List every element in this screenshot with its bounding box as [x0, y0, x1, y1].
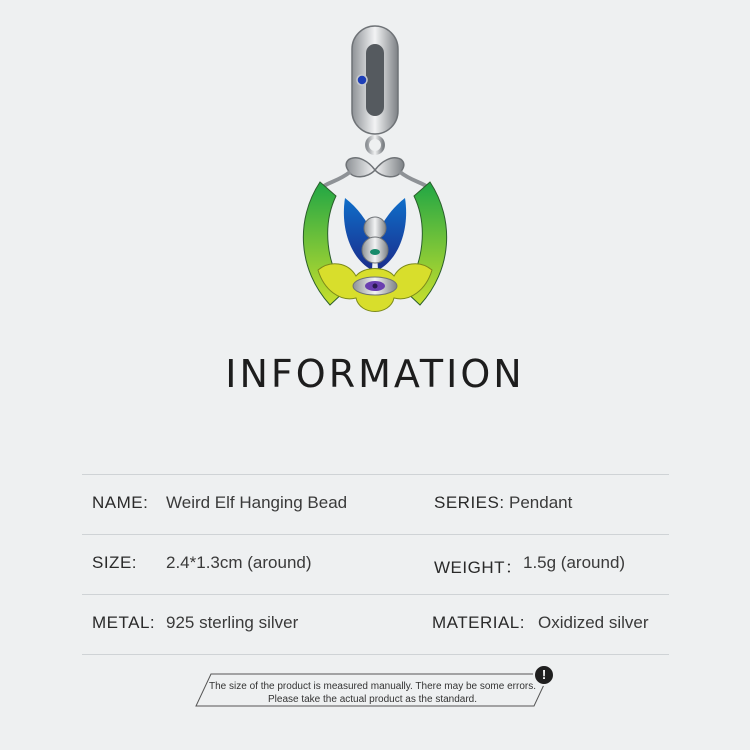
- metal-label: METAL:: [92, 613, 156, 632]
- weight-value: 1.5g (around): [523, 553, 626, 572]
- material-label: MATERIAL:: [432, 613, 525, 632]
- material-value: Oxidized silver: [538, 613, 649, 632]
- spec-row-metal: [82, 595, 669, 655]
- page-title: INFORMATION: [225, 352, 525, 396]
- pendant-charm-image: [290, 20, 460, 330]
- spec-table: [82, 474, 669, 655]
- measurement-notice: [195, 673, 550, 707]
- product-image: [290, 20, 460, 330]
- name-label: NAME:: [92, 493, 149, 512]
- series-value: Pendant: [509, 493, 573, 512]
- exclamation-icon: !: [533, 664, 555, 686]
- metal-value: 925 sterling silver: [166, 613, 299, 632]
- size-value: 2.4*1.3cm (around): [166, 553, 312, 572]
- weight-label: WEIGHT：: [434, 558, 523, 577]
- size-label: SIZE:: [92, 553, 138, 572]
- spec-row-size: [82, 535, 669, 595]
- spec-row-name: [82, 474, 669, 535]
- series-label: SERIES:: [434, 493, 505, 512]
- notice-line-1: The size of the product is measured manually. There may be some errors.: [209, 681, 536, 692]
- notice-line-2: Please take the actual product as the standard.: [267, 694, 478, 705]
- name-value: Weird Elf Hanging Bead: [166, 493, 348, 512]
